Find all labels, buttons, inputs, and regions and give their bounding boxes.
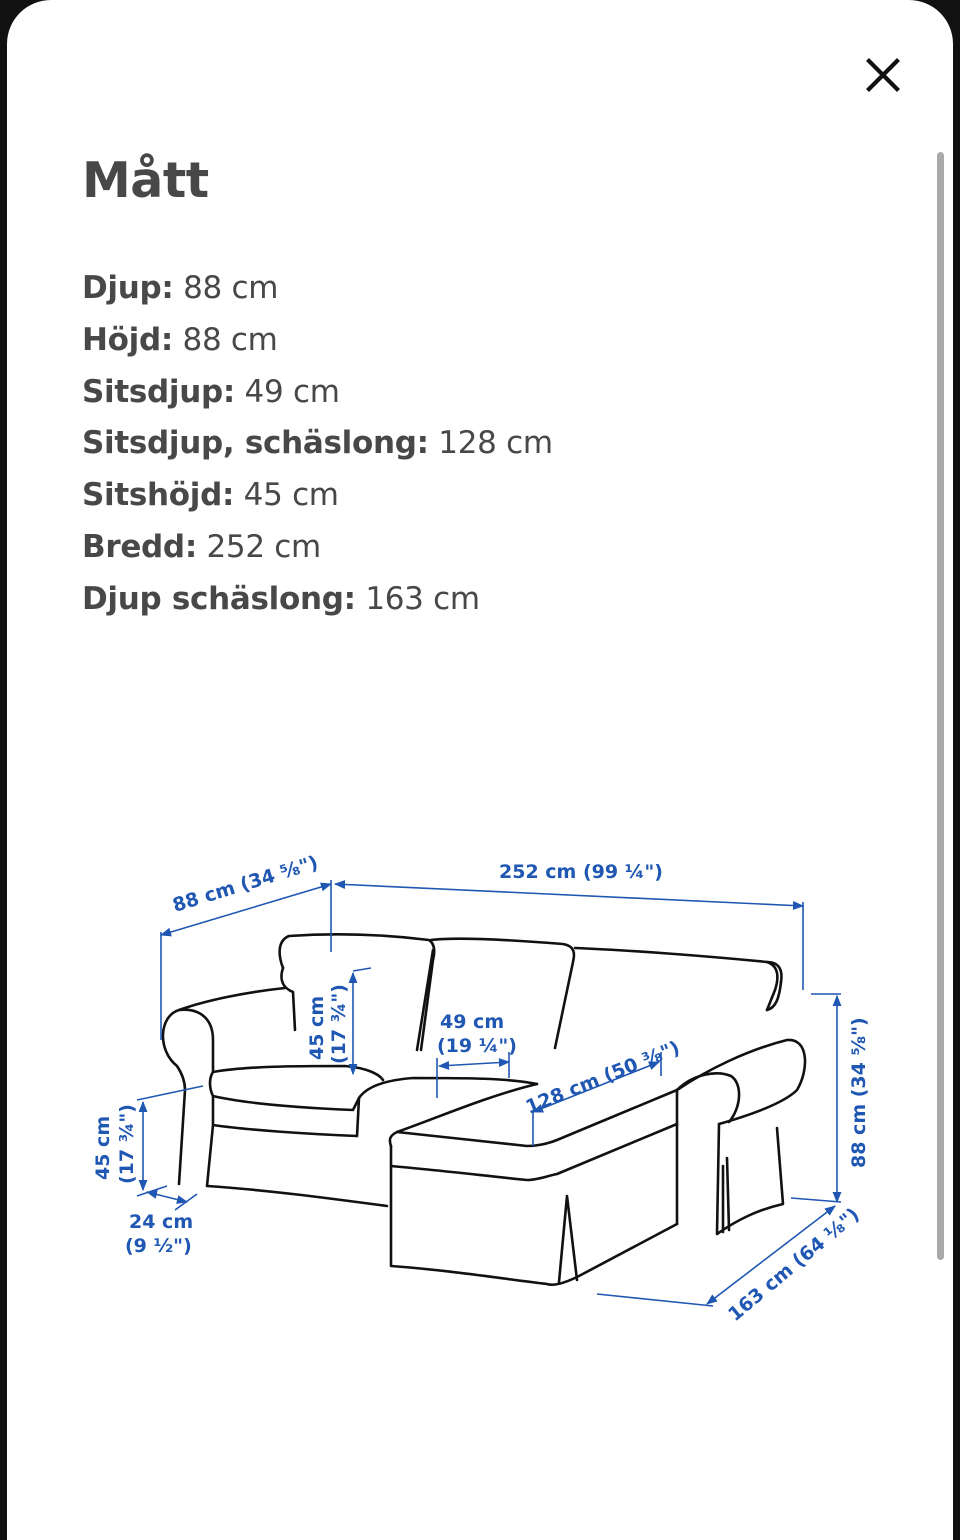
dimension-labels — [92, 852, 870, 1326]
dimensions-list — [82, 263, 553, 626]
dimension-lines — [137, 880, 841, 1306]
seat-height-cm-label: 45 cm — [92, 1115, 114, 1180]
dimension-depth — [82, 263, 553, 315]
dimensions-modal — [7, 0, 953, 1540]
dimension-value: 88 cm — [173, 270, 279, 306]
dimension-value: 49 cm — [235, 373, 340, 410]
seat-depth-cm-label: 49 cm — [440, 1011, 505, 1033]
chaise-depth-label: 163 cm (64 ⅛") — [724, 1203, 864, 1326]
dimension-label: Bredd: — [82, 528, 197, 565]
dimension-label: Djup schäslong: — [82, 580, 356, 617]
dimension-label: Sitsdjup, schäslong: — [82, 425, 429, 462]
dimension-value: 45 cm — [234, 477, 339, 514]
dimension-seat-height — [82, 470, 553, 522]
seat-depth-in-label: (19 ¼") — [437, 1035, 517, 1057]
dimension-height — [82, 315, 553, 367]
close-icon — [859, 52, 907, 100]
back-height-in-label: (17 ¾") — [328, 984, 350, 1064]
seat-height-in-label: (17 ¾") — [116, 1104, 138, 1184]
dimension-value: 128 cm — [428, 425, 553, 462]
height-label: 88 cm (34 ⅝") — [848, 1017, 870, 1168]
dimension-value: 163 cm — [355, 580, 480, 617]
dimension-value: 88 cm — [172, 321, 278, 358]
dimension-seat-depth — [82, 367, 553, 419]
scrollbar[interactable] — [937, 152, 944, 1260]
sofa-drawing — [67, 840, 907, 1340]
back-height-cm-label: 45 cm — [306, 995, 328, 1060]
dimension-chaise-depth — [82, 574, 553, 626]
sofa-outline — [163, 934, 805, 1284]
arm-width-in-label: (9 ½") — [125, 1235, 192, 1257]
chaise-seat-depth-label: 128 cm (50 ⅜") — [522, 1036, 683, 1119]
width-label: 252 cm (99 ¼") — [499, 861, 663, 883]
dimension-label: Höjd: — [82, 321, 173, 358]
dimension-width — [82, 522, 553, 574]
dimension-label: Sitshöjd: — [82, 477, 235, 514]
dimension-value: 252 cm — [196, 528, 321, 565]
dimension-label: Sitsdjup: — [82, 373, 235, 410]
dimension-chaise-seat-depth — [82, 418, 553, 470]
sofa-dimension-diagram — [67, 840, 907, 1340]
modal-title: Mått — [82, 152, 209, 209]
arm-width-cm-label: 24 cm — [129, 1211, 194, 1233]
dimension-label: Djup: — [82, 270, 174, 306]
depth-label: 88 cm (34 ⅝") — [170, 851, 321, 917]
close-button[interactable] — [859, 52, 907, 100]
